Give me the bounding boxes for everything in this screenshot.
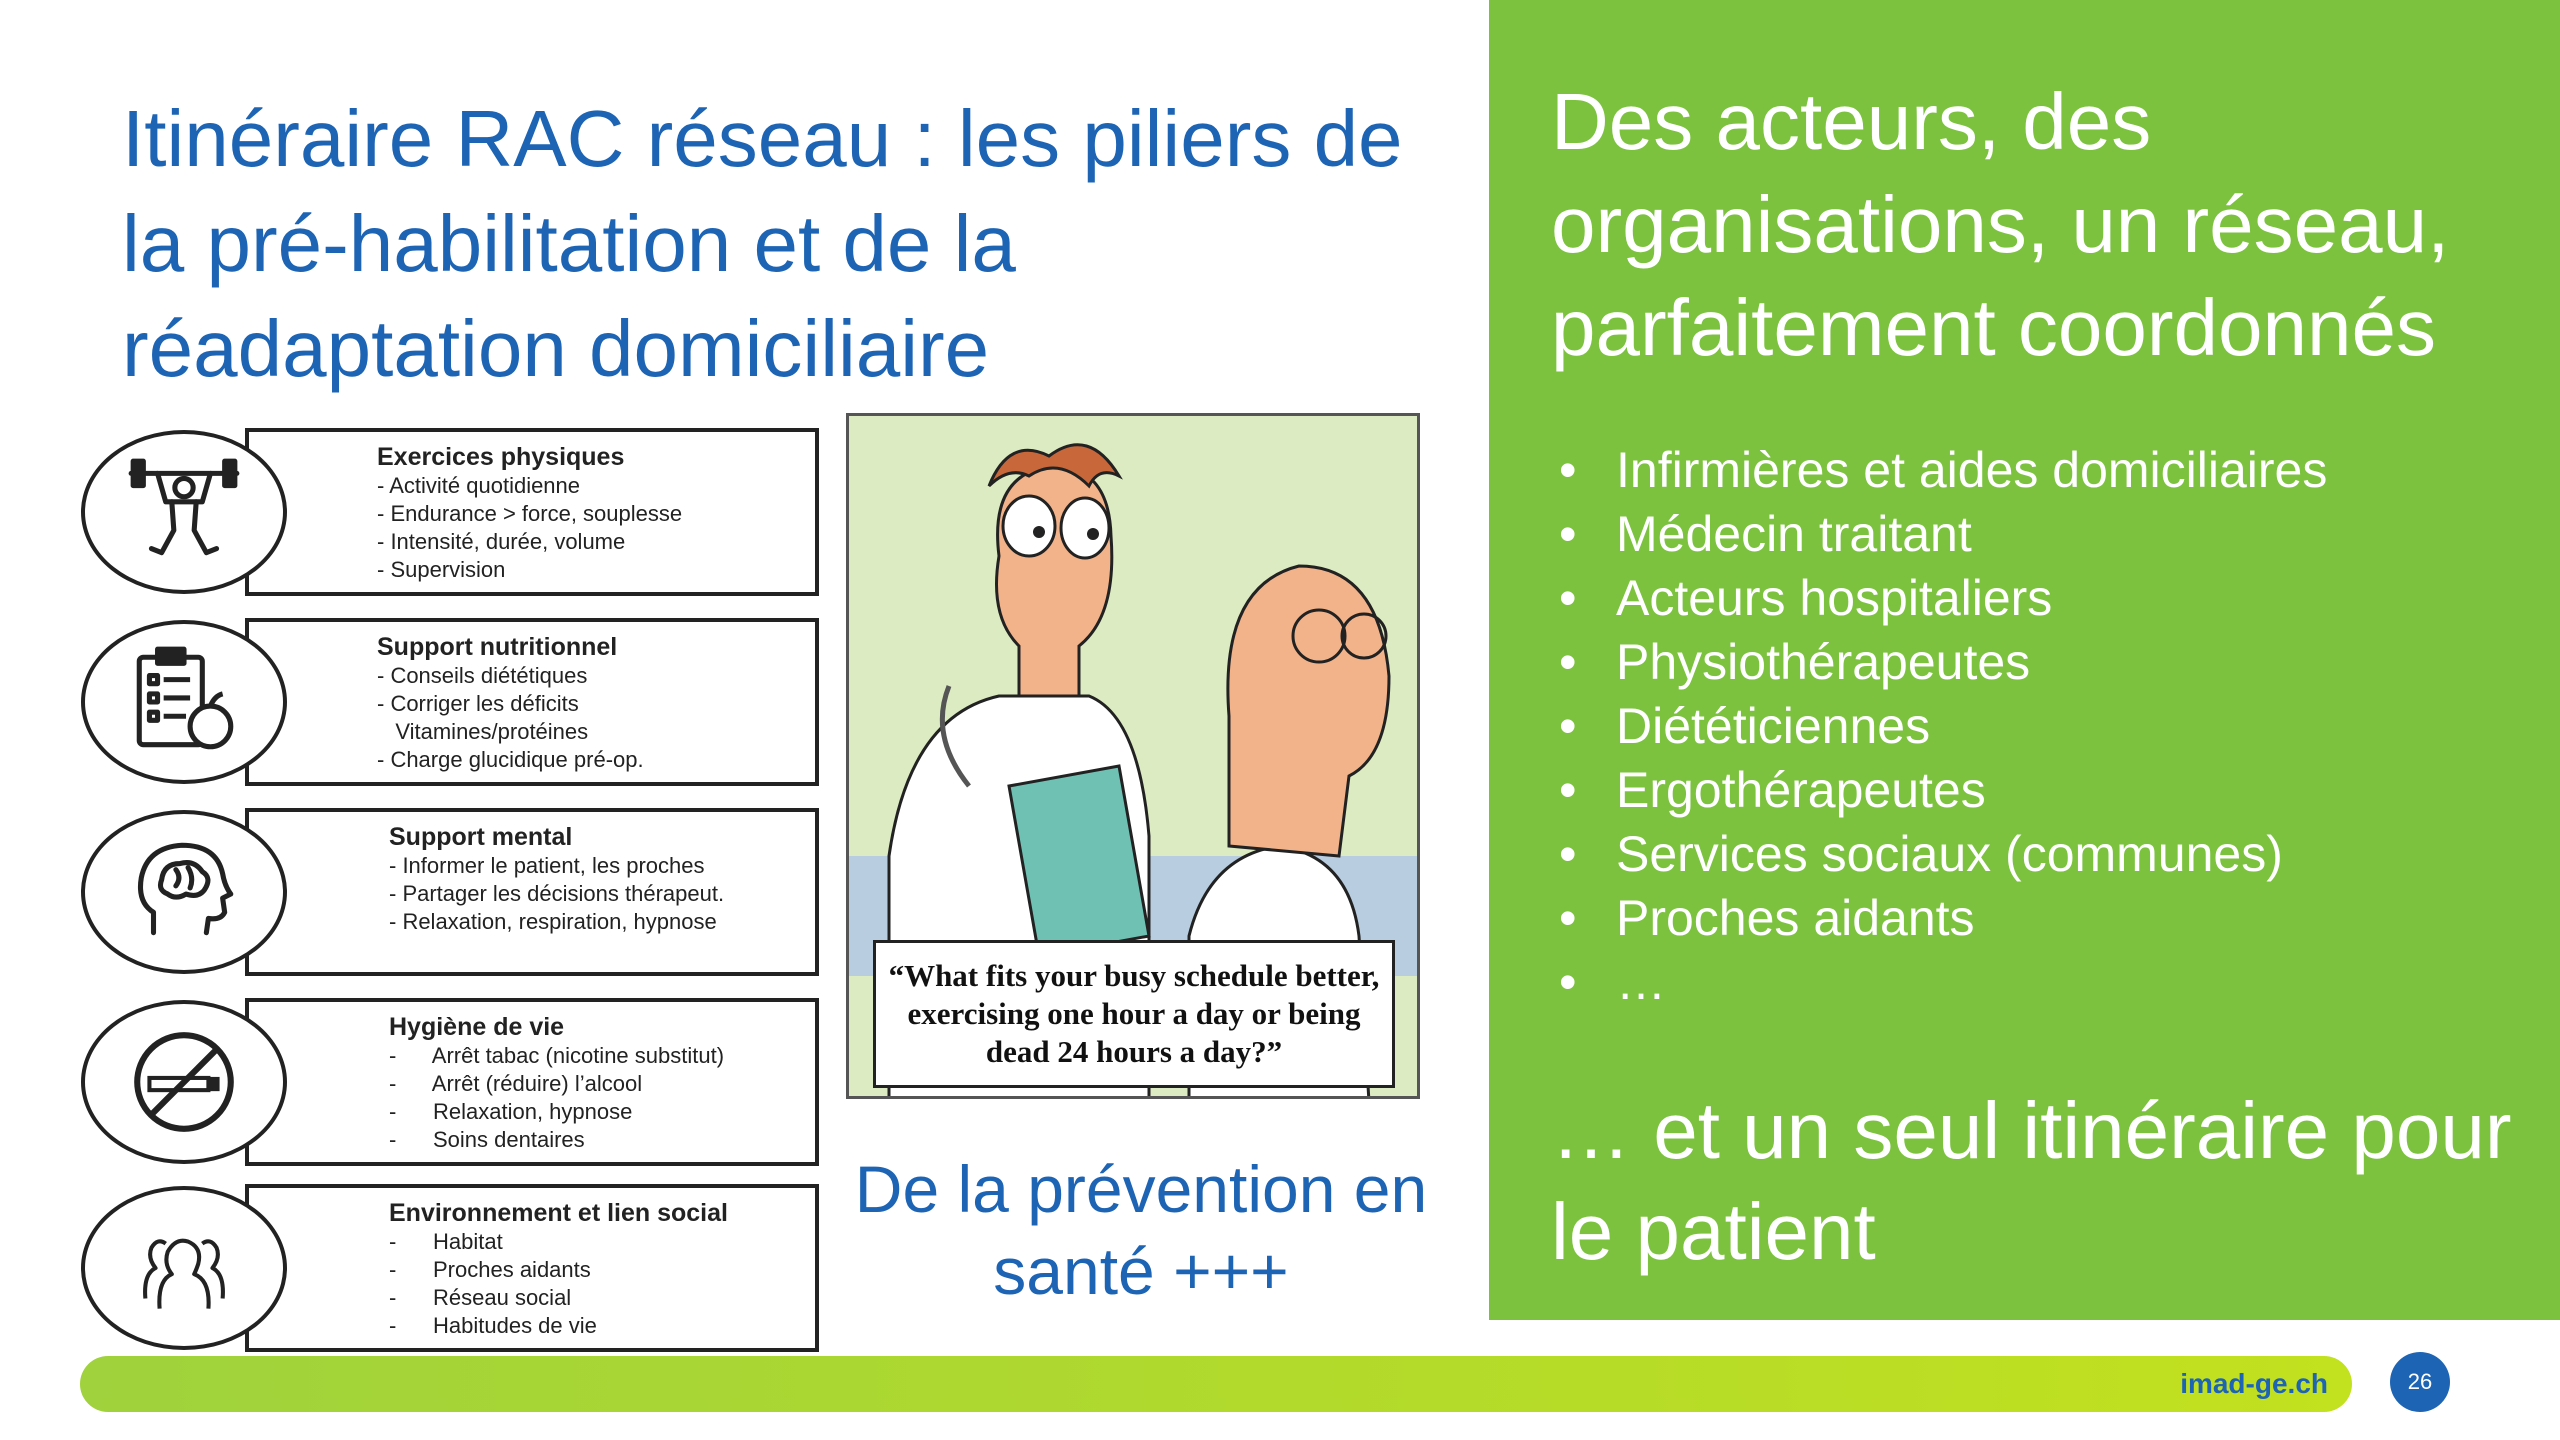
pillar-item: - Arrêt (réduire) l’alcool bbox=[389, 1071, 643, 1096]
bullet: • bbox=[1559, 698, 1577, 754]
actor-label: Proches aidants bbox=[1616, 890, 1975, 946]
actors-list bbox=[1551, 438, 2327, 1014]
pillar-item: - Informer le patient, les proches bbox=[389, 853, 705, 878]
list-item bbox=[1551, 950, 2327, 1014]
pillar-title: Support mental bbox=[389, 823, 573, 851]
pillar-social bbox=[75, 1180, 755, 1358]
cartoon-image bbox=[846, 413, 1420, 1099]
pillar-mental bbox=[75, 804, 755, 982]
pillar-item: - Charge glucidique pré-op. bbox=[377, 747, 644, 772]
pillar-item: - Réseau social bbox=[389, 1285, 572, 1310]
pillar-box bbox=[245, 998, 819, 1166]
pillar-item: - Proches aidants bbox=[389, 1257, 591, 1282]
prevention-text: De la prévention en santé +++ bbox=[854, 1152, 1428, 1308]
pillar-icon-circle bbox=[81, 620, 287, 784]
list-item bbox=[1551, 822, 2327, 886]
actor-label: Ergothérapeutes bbox=[1616, 762, 1986, 818]
actor-label: … bbox=[1616, 954, 1666, 1010]
pillar-icon-circle bbox=[81, 1186, 287, 1350]
pillar-item: - Relaxation, respiration, hypnose bbox=[389, 909, 717, 934]
list-item bbox=[1551, 566, 2327, 630]
group-people-icon bbox=[123, 1207, 245, 1329]
weightlifting-icon bbox=[123, 451, 245, 573]
actors-heading: Des acteurs, des organisations, un réseau, parfaitement coordonnés bbox=[1551, 77, 2450, 372]
footer-site-link[interactable]: imad-ge.ch bbox=[2180, 1368, 2328, 1399]
pillar-item: - Habitat bbox=[389, 1229, 503, 1254]
pillar-item: - Intensité, durée, volume bbox=[377, 529, 626, 554]
pillar-item: - Conseils diététiques bbox=[377, 663, 588, 688]
actor-label: Médecin traitant bbox=[1616, 506, 1972, 562]
footer-bar bbox=[80, 1356, 2352, 1412]
pillar-lifestyle bbox=[75, 994, 755, 1172]
pillar-title: Support nutritionnel bbox=[377, 633, 618, 661]
pillar-item: - Arrêt tabac (nicotine substitut) bbox=[389, 1043, 725, 1068]
pillar-icon-circle bbox=[81, 430, 287, 594]
slide-title: Itinéraire RAC réseau : les piliers de la pré-habilitation et de la réadaptation domiciliaire bbox=[122, 94, 1403, 393]
pillar-box bbox=[245, 1184, 819, 1352]
bullet: • bbox=[1559, 954, 1577, 1010]
bullet: • bbox=[1559, 826, 1577, 882]
pillar-item: - Habitudes de vie bbox=[389, 1313, 597, 1338]
list-item bbox=[1551, 694, 2327, 758]
pillar-item: - Corriger les déficits bbox=[377, 691, 579, 716]
pillar-box bbox=[245, 618, 819, 786]
pillar-nutrition bbox=[75, 614, 755, 792]
pillar-item: - Relaxation, hypnose bbox=[389, 1099, 633, 1124]
page-number-badge: 26 bbox=[2390, 1352, 2450, 1412]
pillar-icon-circle bbox=[81, 810, 287, 974]
bullet: • bbox=[1559, 890, 1577, 946]
pillar-title: Environnement et lien social bbox=[389, 1199, 728, 1227]
bullet: • bbox=[1559, 762, 1577, 818]
list-item bbox=[1551, 630, 2327, 694]
pillar-item: - Soins dentaires bbox=[389, 1127, 585, 1152]
pillar-item: - Supervision bbox=[377, 557, 506, 582]
bullet: • bbox=[1559, 570, 1577, 626]
actor-label: Physiothérapeutes bbox=[1616, 634, 2031, 690]
no-smoking-icon bbox=[123, 1021, 245, 1143]
list-item bbox=[1551, 758, 2327, 822]
pillar-box bbox=[245, 428, 819, 596]
list-item bbox=[1551, 886, 2327, 950]
pillar-item: - Partager les décisions thérapeut. bbox=[389, 881, 725, 906]
bullet: • bbox=[1559, 506, 1577, 562]
pillar-item: - Endurance > force, souplesse bbox=[377, 501, 683, 526]
pillar-exercise bbox=[75, 424, 755, 602]
pillars-diagram bbox=[75, 424, 755, 1358]
pillar-box bbox=[245, 808, 819, 976]
pillar-icon-circle bbox=[81, 1000, 287, 1164]
pillar-title: Hygiène de vie bbox=[389, 1013, 565, 1041]
pillar-title: Exercices physiques bbox=[377, 443, 625, 471]
bullet: • bbox=[1559, 442, 1577, 498]
actor-label: Acteurs hospitaliers bbox=[1616, 570, 2053, 626]
cartoon-caption: “What fits your busy schedule better, exercising one hour a day or being dead 24 hours a day?” bbox=[888, 958, 1380, 1069]
pillar-item: Vitamines/protéines bbox=[377, 719, 589, 744]
actor-label: Services sociaux (communes) bbox=[1616, 826, 2283, 882]
actor-label: Diététiciennes bbox=[1616, 698, 1931, 754]
closing-statement: … et un seul itinéraire pour le patient bbox=[1551, 1086, 2512, 1276]
list-item bbox=[1551, 502, 2327, 566]
actors-panel bbox=[1489, 0, 2560, 1320]
pillar-item: - Activité quotidienne bbox=[377, 473, 581, 498]
list-item bbox=[1551, 438, 2327, 502]
bullet: • bbox=[1559, 634, 1577, 690]
actor-label: Infirmières et aides domiciliaires bbox=[1616, 442, 2328, 498]
nutrition-clipboard-icon bbox=[123, 641, 245, 763]
brain-head-icon bbox=[123, 831, 245, 953]
cartoon-caption-box bbox=[873, 940, 1395, 1088]
